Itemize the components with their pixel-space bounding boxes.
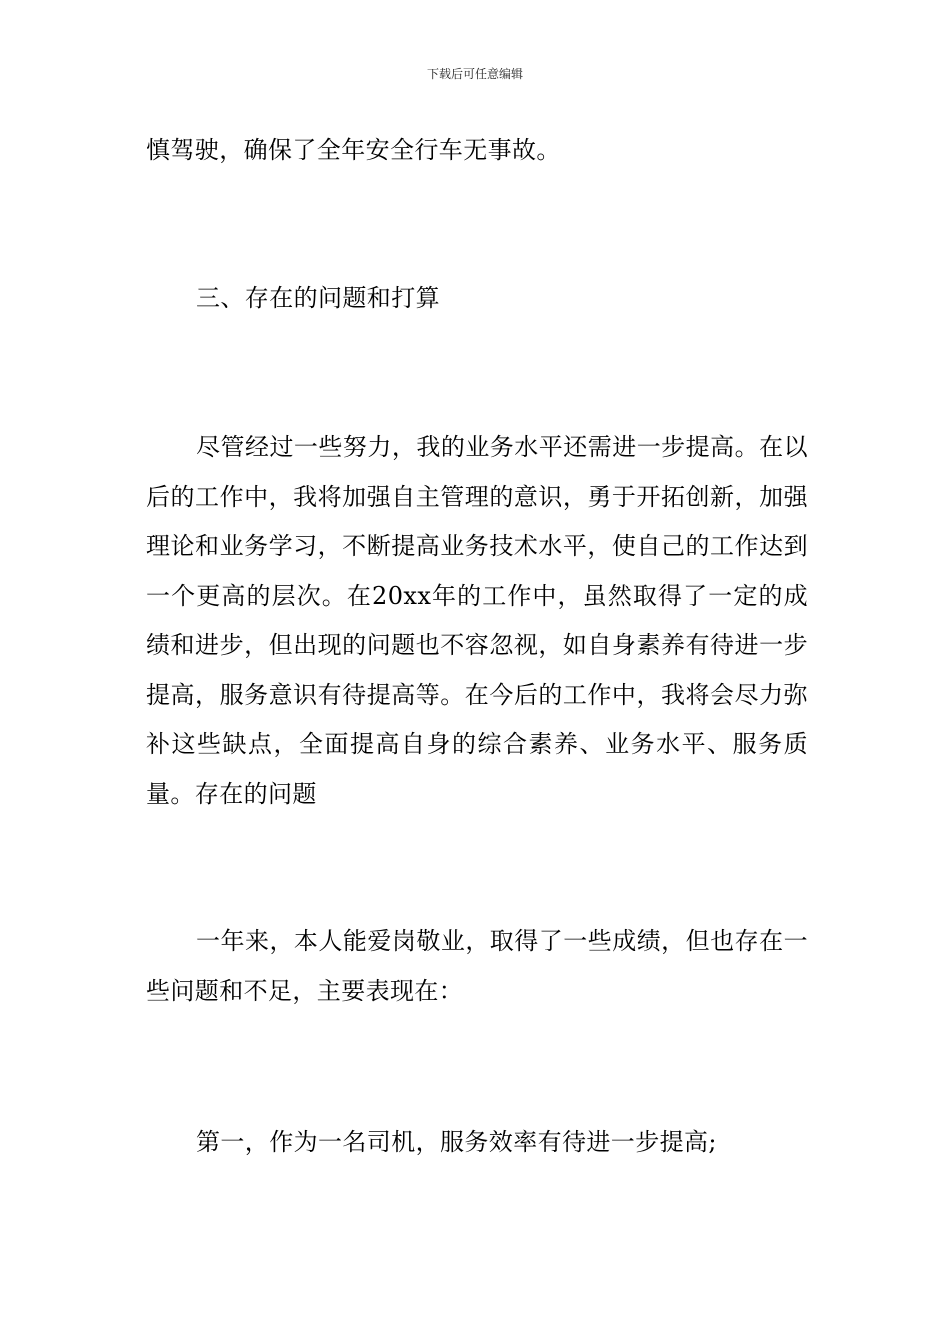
paragraph-continuation: 慎驾驶，确保了全年安全行车无事故。 [146,136,561,164]
section-heading: 三、存在的问题和打算 [196,284,440,312]
paragraph-list-item: 第一，作为一名司机，服务效率有待进一步提高; [196,1128,717,1156]
page-header-note: 下载后可任意编辑 [426,67,523,81]
paragraph-body: 一年来，本人能爱岗敬业，取得了一些成绩，但也存在一些问题和不足，主要表现在： [146,927,808,1005]
paragraph-body: 尽管经过一些努力，我的业务水平还需进一步提高。在以后的工作中，我将加强自主管理的意识，勇于开拓创新，加强理论和业务学习，不断提高业务技术水平，使自己的工作达到一个更高的层次。在20xx年的工作中，虽然取得了一定的成绩和进步，但出现的问题也不容忽视，如自身素养有待进一步提高，服务意识有待提高等。在今后的工作中，我将会尽力弥补这些缺点，全面提高自身的综合素养、业务水平、服务质量。存在的问题 [146,433,808,808]
